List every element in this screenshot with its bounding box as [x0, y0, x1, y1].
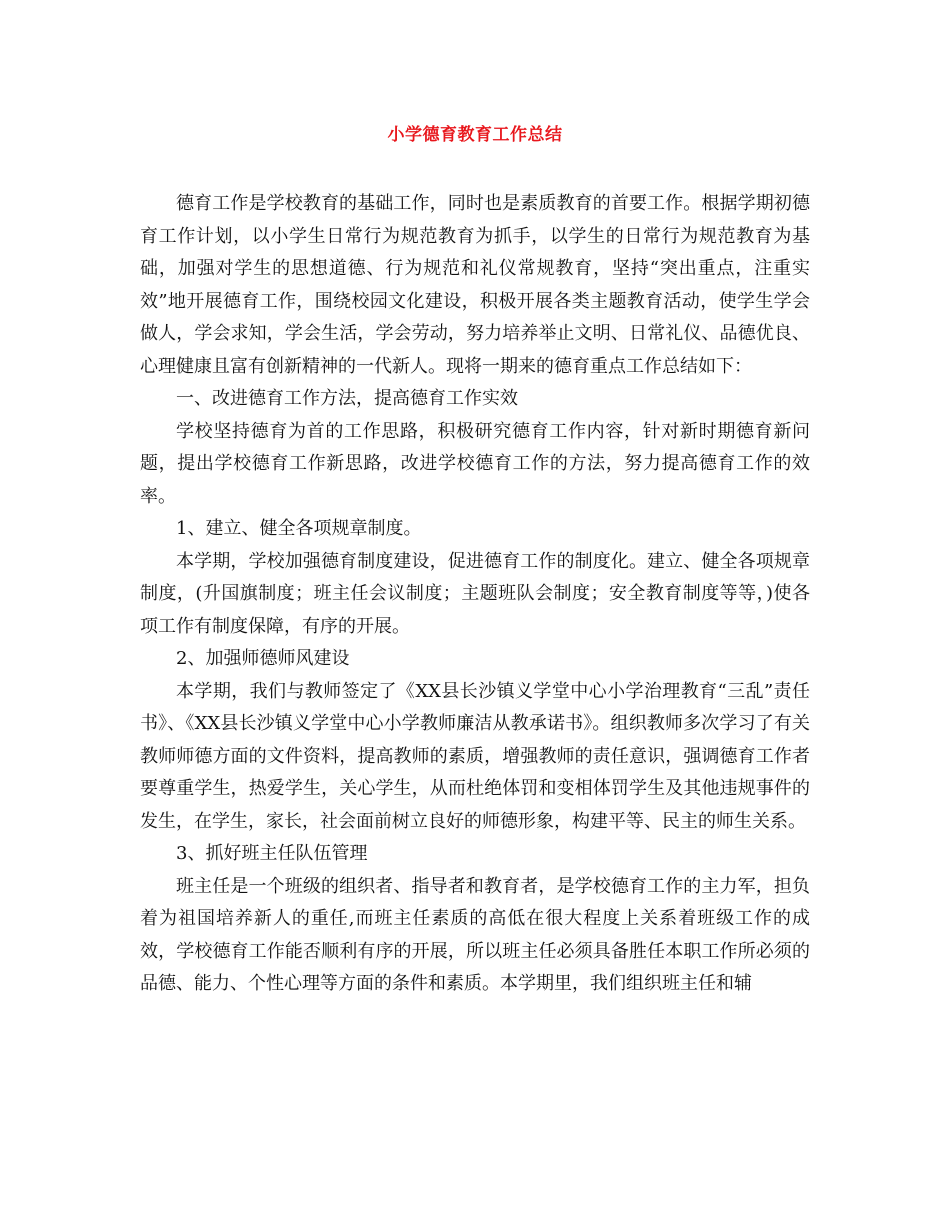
- paragraph: 学校坚持德育为首的工作思路，积极研究德育工作内容，针对新时期德育新问题，提出学校德育工作新思路，改进学校德育工作的方法，努力提高德育工作的效率。: [140, 420, 810, 507]
- subsection-heading-3: 3、抓好班主任队伍管理: [176, 843, 368, 864]
- subsection-heading-2: 2、加强师德师风建设: [176, 648, 350, 669]
- subsection-heading-1: 1、建立、健全各项规章制度。: [176, 518, 422, 539]
- paragraph: 本学期，学校加强德育制度建设，促进德育工作的制度化。建立、健全各项规章制度，(升国旗制度；班主任会议制度；主题班队会制度；安全教育制度等等，)使各项工作有制度保障，有序的开展。: [140, 550, 810, 637]
- paragraph: 本学期，我们与教师签定了《XX县长沙镇义学堂中心小学治理教育“三乱”责任书》、《XX县长沙镇义学堂中心小学教师廉洁从教承诺书》。组织教师多次学习了有关教师师德方面的文件资料，提高教师的素质，增强教师的责任意识，强调德育工作者要尊重学生，热爱学生，关心学生，从而杜绝体罚和变相体罚学生及其他违规事件的发生，在学生，家长，社会面前树立良好的师德形象，构建平等、民主的师生关系。: [140, 680, 810, 832]
- section-heading-1: 一、改进德育工作方法，提高德育工作实效: [176, 388, 518, 409]
- paragraph-intro: 德育工作是学校教育的基础工作，同时也是素质教育的首要工作。根据学期初德育工作计划，以小学生日常行为规范教育为抓手，以学生的日常行为规范教育为基础，加强对学生的思想道德、行为规范和礼仪常规教育，坚持“突出重点，注重实效”地开展德育工作，围绕校园文化建设，积极开展各类主题教育活动，使学生学会做人，学会求知，学会生活，学会劳动，努力培养举止文明、日常礼仪、品德优良、心理健康且富有创新精神的一代新人。现将一期来的德育重点工作总结如下：: [140, 193, 810, 377]
- document-title: 小学德育教育工作总结: [387, 125, 563, 145]
- document-body: [140, 188, 810, 1001]
- paragraph: 班主任是一个班级的组织者、指导者和教育者，是学校德育工作的主力军，担负着为祖国培养新人的重任,而班主任素质的高低在很大程度上关系着班级工作的成效，学校德育工作能否顺利有序的开展，所以班主任必须具备胜任本职工作所必须的品德、能力、个性心理等方面的条件和素质。本学期里，我们组织班主任和辅: [140, 875, 810, 994]
